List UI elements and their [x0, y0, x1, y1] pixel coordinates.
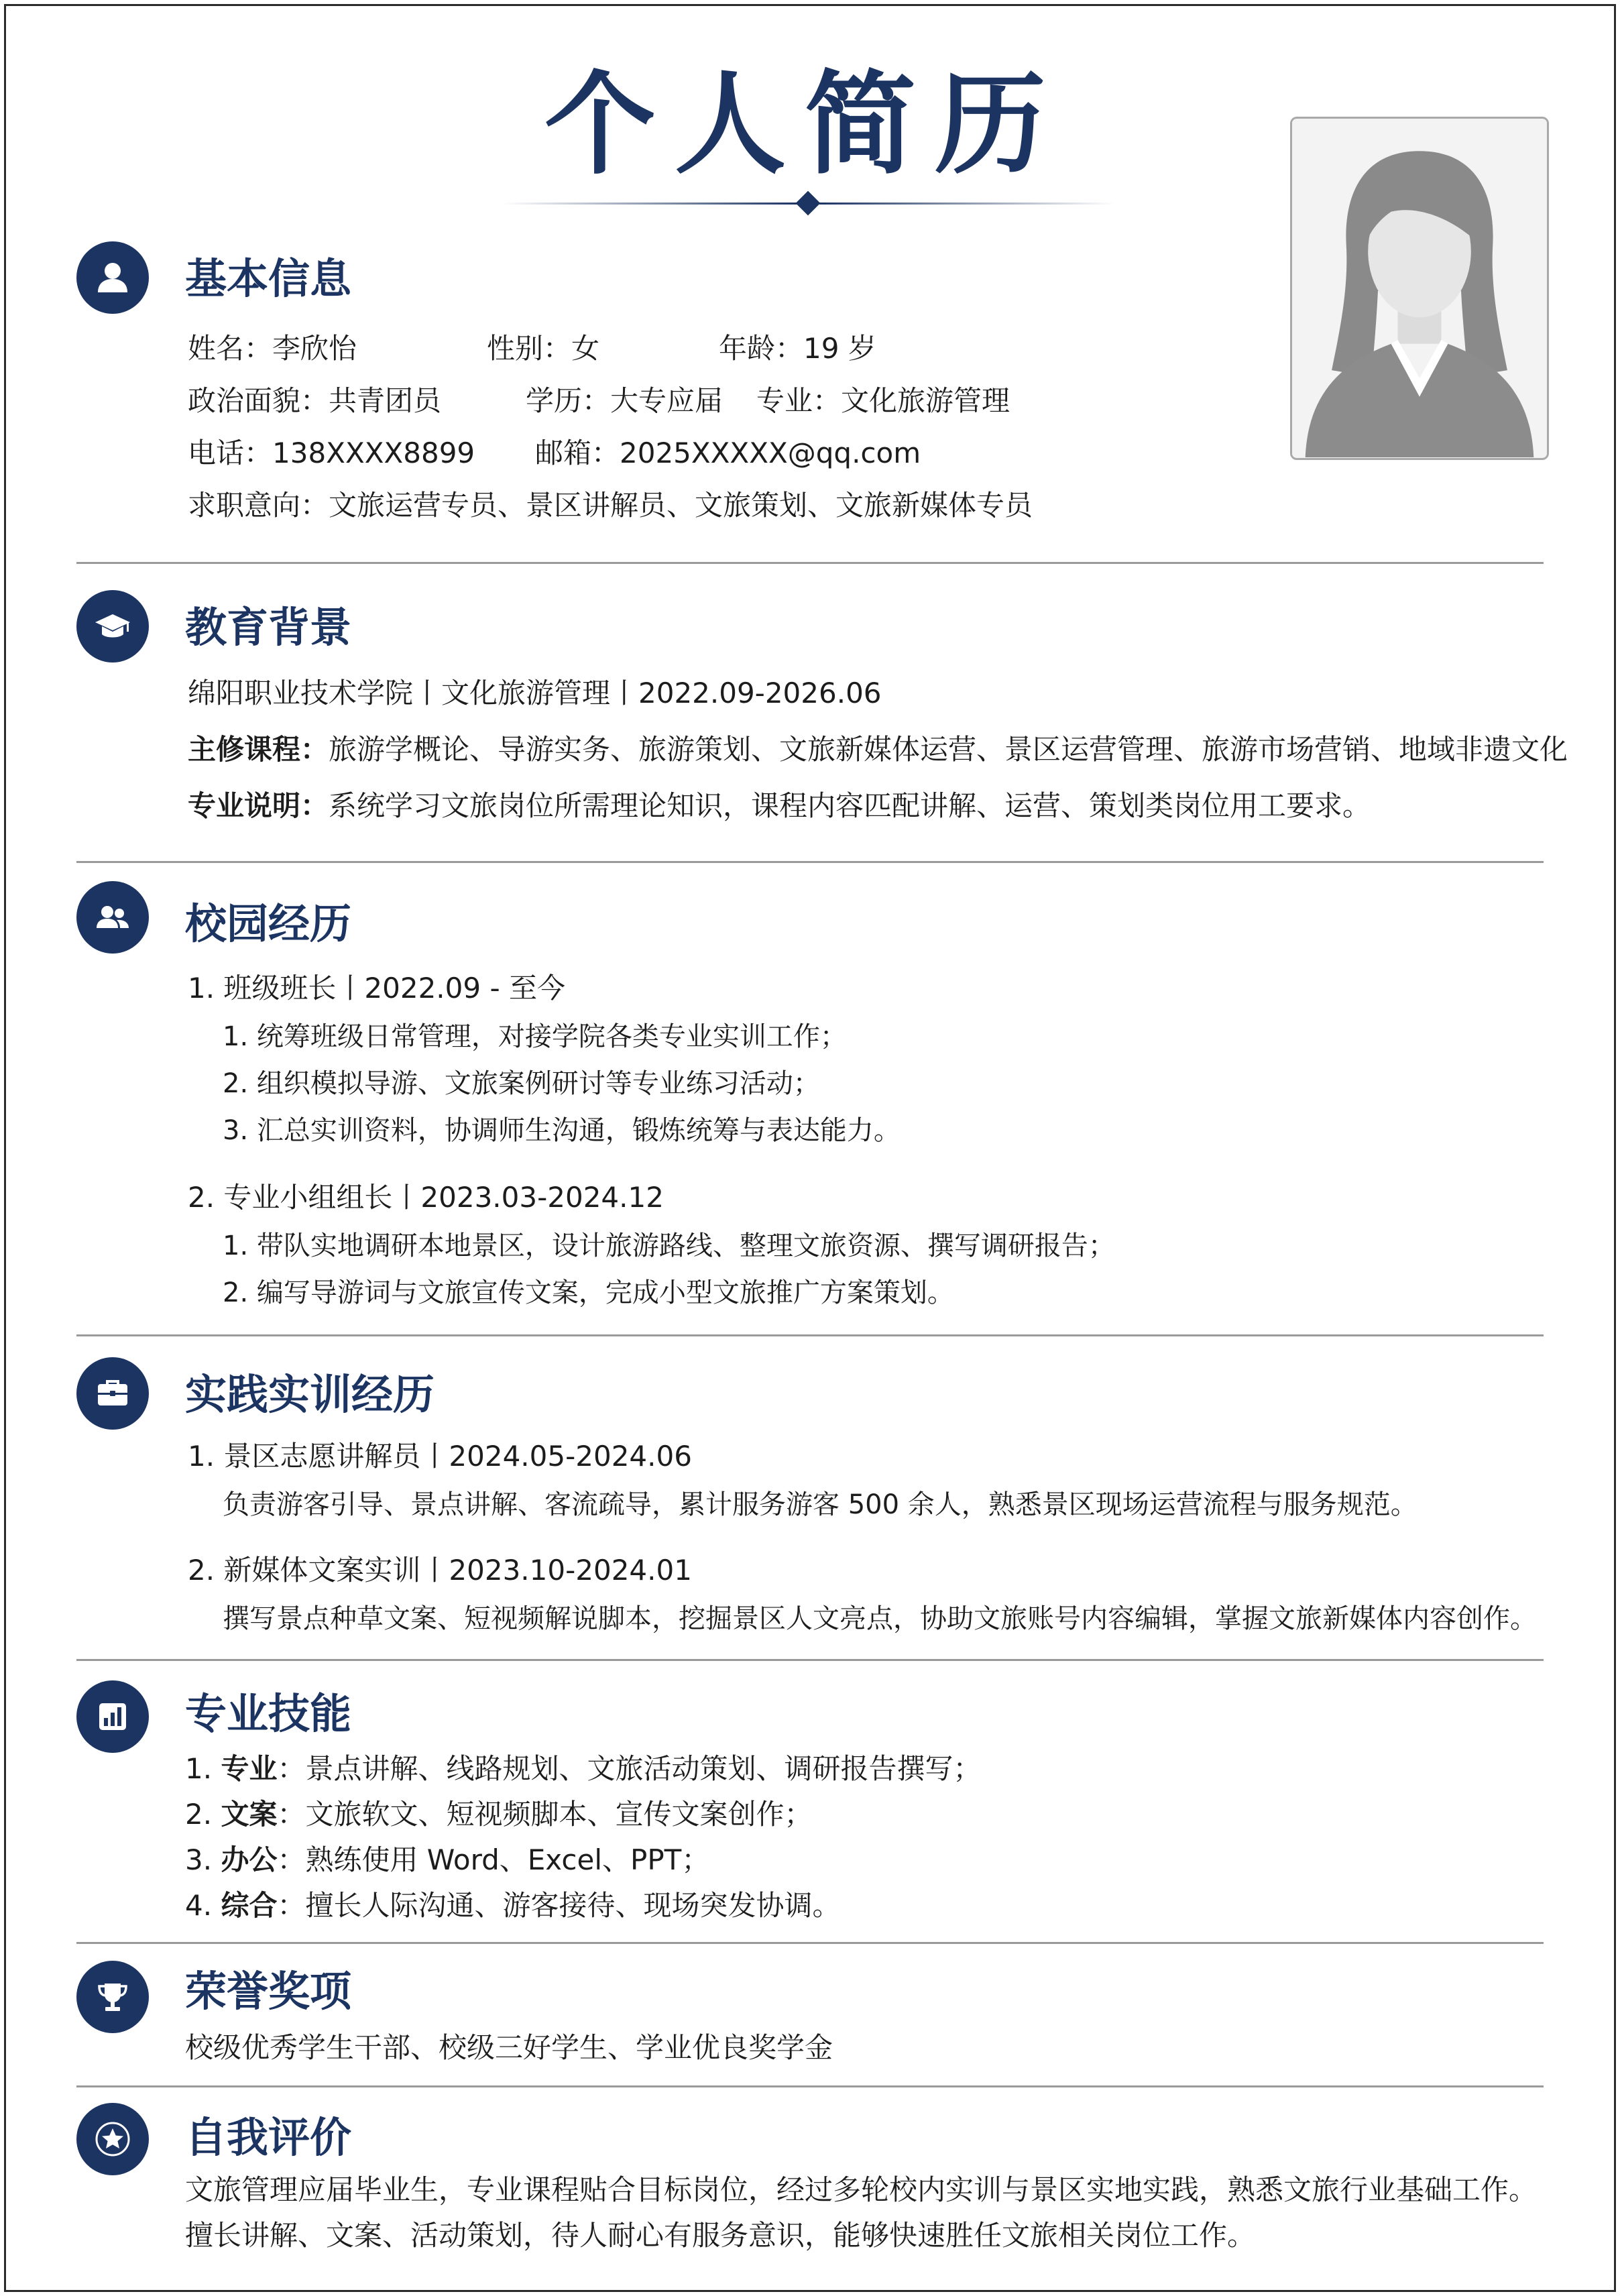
section-divider: [76, 1659, 1544, 1661]
skill-item: [185, 1841, 709, 1879]
campus-item-point: 3. 汇总实训资料，协调师生沟通，锻炼统筹与表达能力。: [223, 1115, 901, 1146]
skill-item-number: 3.: [185, 1843, 221, 1876]
section-divider: [76, 562, 1544, 564]
skill-item: [185, 1796, 812, 1833]
skills-heading: 专业技能: [185, 1689, 352, 1738]
section-divider: [76, 861, 1544, 863]
practice-item-desc: 负责游客引导、景点讲解、客流疏导，累计服务游客 500 余人，熟悉景区现场运营流程与服务规范。: [223, 1489, 1418, 1520]
self-eval-line: 文旅管理应届毕业生，专业课程贴合目标岗位，经过多轮校内实训与景区实地实践，熟悉文旅行业基础工作。: [185, 2173, 1538, 2206]
self-eval-section-icon: [76, 2103, 149, 2175]
skill-item-label: 专业: [221, 1752, 278, 1785]
major-field: 专业：文化旅游管理: [756, 384, 1010, 417]
practice-heading: 实践实训经历: [185, 1370, 435, 1419]
skill-item-text: ：文旅软文、短视频脚本、宣传文案创作；: [277, 1798, 813, 1831]
skill-item-text: ：景点讲解、线路规划、文旅活动策划、调研报告撰写；: [277, 1752, 982, 1785]
campus-item-point: 2. 组织模拟导游、文旅案例研讨等专业练习活动；: [223, 1068, 820, 1099]
skill-item-number: 4.: [185, 1889, 221, 1922]
age-field: 年龄：19 岁: [719, 332, 876, 365]
gender-field: 性别：女: [487, 332, 600, 365]
graduation-cap-icon: [93, 606, 133, 646]
campus-item-title: 2. 专业小组组长丨2023.03-2024.12: [188, 1181, 664, 1214]
courses-text: 旅游学概论、导游实务、旅游策划、文旅新媒体运营、景区运营管理、旅游市场营销、地域非遗文化: [329, 733, 1568, 766]
skill-item-number: 2.: [185, 1798, 221, 1831]
campus-item-title: 1. 班级班长丨2022.09 - 至今: [188, 972, 565, 1005]
honors-heading: 荣誉奖项: [185, 1967, 352, 2016]
campus-item-point: 2. 编写导游词与文旅宣传文案，完成小型文旅推广方案策划。: [223, 1277, 954, 1308]
person-silhouette-icon: [1292, 119, 1547, 458]
star-icon: [93, 2119, 133, 2159]
practice-section-icon: [76, 1357, 149, 1430]
major-note-text: 系统学习文旅岗位所需理论知识，课程内容匹配讲解、运营、策划类岗位用工要求。: [329, 789, 1371, 822]
political-status-field: 政治面貌：共青团员: [188, 384, 442, 417]
user-icon: [93, 257, 133, 298]
skill-item-label: 文案: [221, 1798, 278, 1831]
self-eval-line: 擅长讲解、文案、活动策划，待人耐心有服务意识，能够快速胜任文旅相关岗位工作。: [185, 2219, 1256, 2252]
practice-item-desc: 撰写景点种草文案、短视频解说脚本，挖掘景区人文亮点，协助文旅账号内容编辑，掌握文旅新媒体内容创作。: [223, 1603, 1537, 1634]
campus-heading: 校园经历: [185, 899, 352, 948]
practice-item-title: 1. 景区志愿讲解员丨2024.05-2024.06: [188, 1440, 692, 1473]
skill-item-text: ：熟练使用 Word、Excel、PPT；: [277, 1843, 710, 1876]
skills-section-icon: [76, 1680, 149, 1753]
briefcase-icon: [93, 1373, 133, 1414]
skill-item: [185, 1750, 981, 1788]
section-divider: [76, 1942, 1544, 1944]
trophy-icon: [93, 1977, 133, 2017]
campus-item-point: 1. 带队实地调研本地景区，设计旅游路线、整理文旅资源、撰写调研报告；: [223, 1230, 1115, 1261]
skill-item-number: 1.: [185, 1752, 221, 1785]
name-field: 姓名：李欣怡: [188, 332, 357, 365]
education-section-icon: [76, 590, 149, 663]
campus-section-icon: [76, 881, 149, 954]
section-divider: [76, 2085, 1544, 2087]
school-line: 绵阳职业技术学院丨文化旅游管理丨2022.09-2026.06: [188, 677, 882, 709]
page-title: 个人简历: [544, 60, 1065, 190]
group-icon: [93, 897, 133, 937]
email-field: 邮箱：2025XXXXX@qq.com: [535, 437, 921, 469]
self-eval-heading: 自我评价: [185, 2113, 352, 2162]
bar-chart-icon: [93, 1697, 133, 1737]
section-divider: [76, 1334, 1544, 1336]
title-underline-left: [503, 203, 798, 205]
profile-photo: [1290, 117, 1549, 460]
basic-info-heading: 基本信息: [185, 254, 352, 303]
campus-item-point: 1. 统筹班级日常管理，对接学院各类专业实训工作；: [223, 1021, 847, 1052]
skill-item-text: ：擅长人际沟通、游客接待、现场突发协调。: [277, 1889, 841, 1922]
major-note-line: [188, 787, 1371, 825]
courses-line: [188, 731, 1568, 768]
title-underline-right: [819, 203, 1114, 205]
practice-item-title: 2. 新媒体文案实训丨2023.10-2024.01: [188, 1554, 692, 1587]
job-intention-field: 求职意向：文旅运营专员、景区讲解员、文旅策划、文旅新媒体专员: [188, 489, 1033, 522]
courses-label: 主修课程：: [188, 733, 329, 766]
honors-text: 校级优秀学生干部、校级三好学生、学业优良奖学金: [185, 2031, 833, 2064]
phone-field: 电话：138XXXX8899: [188, 437, 475, 469]
education-level-field: 学历：大专应届: [526, 384, 724, 417]
basic-info-icon: [76, 241, 149, 314]
major-note-label: 专业说明：: [188, 789, 329, 822]
honors-section-icon: [76, 1961, 149, 2033]
education-heading: 教育背景: [185, 603, 352, 652]
skill-item-label: 办公: [221, 1843, 278, 1876]
skill-item-label: 综合: [221, 1889, 278, 1922]
skill-item: [185, 1887, 840, 1925]
